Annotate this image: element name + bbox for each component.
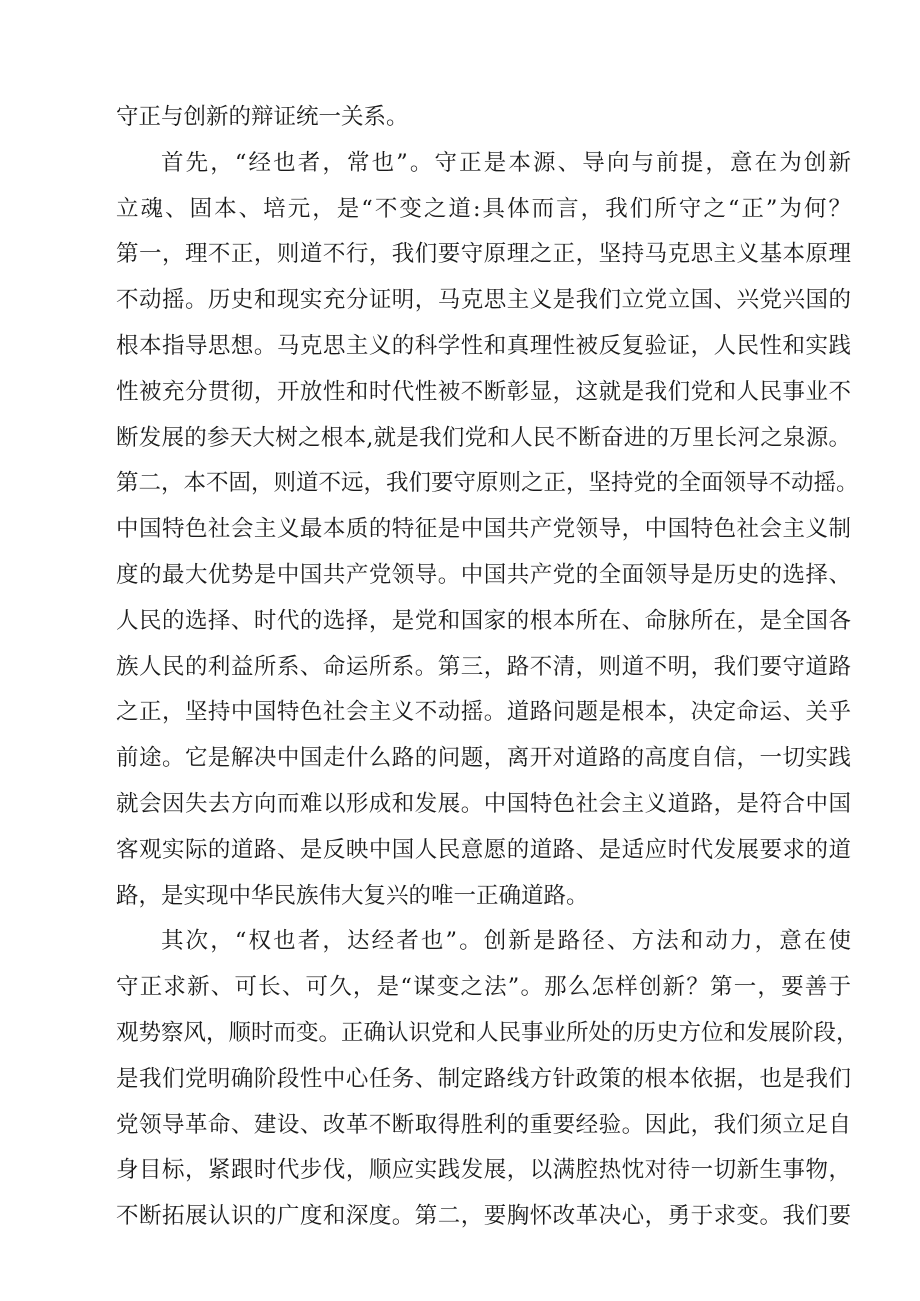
text-line: 性被充分贯彻，开放性和时代性被不断彰显，这就是我们党和人民事业不 — [116, 378, 851, 405]
text-line: 中国特色社会主义最本质的特征是中国共产党领导，中国特色社会主义制 — [116, 516, 851, 543]
text-line: 是我们党明确阶段性中心任务、制定路线方针政策的根本依据，也是我们 — [116, 1065, 851, 1092]
text-line-1: 守正与创新的辩证统一关系。 — [116, 104, 409, 130]
text-line: 度的最大优势是中国共产党领导。中国共产党的全面领导是历史的选择、 — [116, 561, 851, 588]
text-line: 前途。它是解决中国走什么路的问题，离开对道路的高度自信，一切实践 — [116, 745, 851, 772]
text-line: 不断拓展认识的广度和深度。第二，要胸怀改革决心，勇于求变。我们要 — [116, 1203, 851, 1230]
text-line: 守正求新、可长、可久，是“谋变之法”。那么怎样创新？第一，要善于 — [116, 974, 851, 1001]
text-line: 断发展的参天大树之根本,就是我们党和人民不断奋进的万里长河之泉源。 — [116, 424, 851, 451]
text-line: 立魂、固本、培元，是“不变之道:具体而言，我们所守之“正”为何？ — [116, 195, 851, 222]
body-text — [116, 95, 859, 1240]
text-line: 第二，本不固，则道不远，我们要守原则之正，坚持党的全面领导不动摇。 — [116, 470, 859, 497]
paragraph-start-line: 首先，“经也者，常也”。守正是本源、导向与前提，意在为创新 — [161, 149, 851, 176]
text-line: 根本指导思想。马克思主义的科学性和真理性被反复验证，人民性和实践 — [116, 332, 851, 359]
text-line: 第一，理不正，则道不行，我们要守原理之正，坚持马克思主义基本原理 — [116, 241, 851, 268]
text-line: 观势察风，顺时而变。正确认识党和人民事业所处的历史方位和发展阶段， — [116, 1019, 859, 1046]
text-line: 党领导革命、建设、改革不断取得胜利的重要经验。因此，我们须立足自 — [116, 1111, 851, 1138]
paragraph-start-line: 其次，“权也者，达经者也”。创新是路径、方法和动力，意在使 — [161, 928, 851, 955]
paragraph-end-line: 路，是实现中华民族伟大复兴的唯一正确道路。 — [116, 882, 589, 909]
text-line: 就会因失去方向而难以形成和发展。中国特色社会主义道路，是符合中国 — [116, 790, 851, 817]
text-line: 之正，坚持中国特色社会主义不动摇。道路问题是根本，决定命运、关乎 — [116, 699, 851, 726]
text-line: 族人民的利益所系、命运所系。第三，路不清，则道不明，我们要守道路 — [116, 653, 851, 680]
text-line: 不动摇。历史和现实充分证明，马克思主义是我们立党立国、兴党兴国的 — [116, 287, 851, 314]
text-line: 人民的选择、时代的选择，是党和国家的根本所在、命脉所在，是全国各 — [116, 607, 851, 634]
text-line: 客观实际的道路、是反映中国人民意愿的道路、是适应时代发展要求的道 — [116, 836, 851, 863]
text-line: 身目标，紧跟时代步伐，顺应实践发展，以满腔热忱对待一切新生事物， — [116, 1157, 851, 1184]
